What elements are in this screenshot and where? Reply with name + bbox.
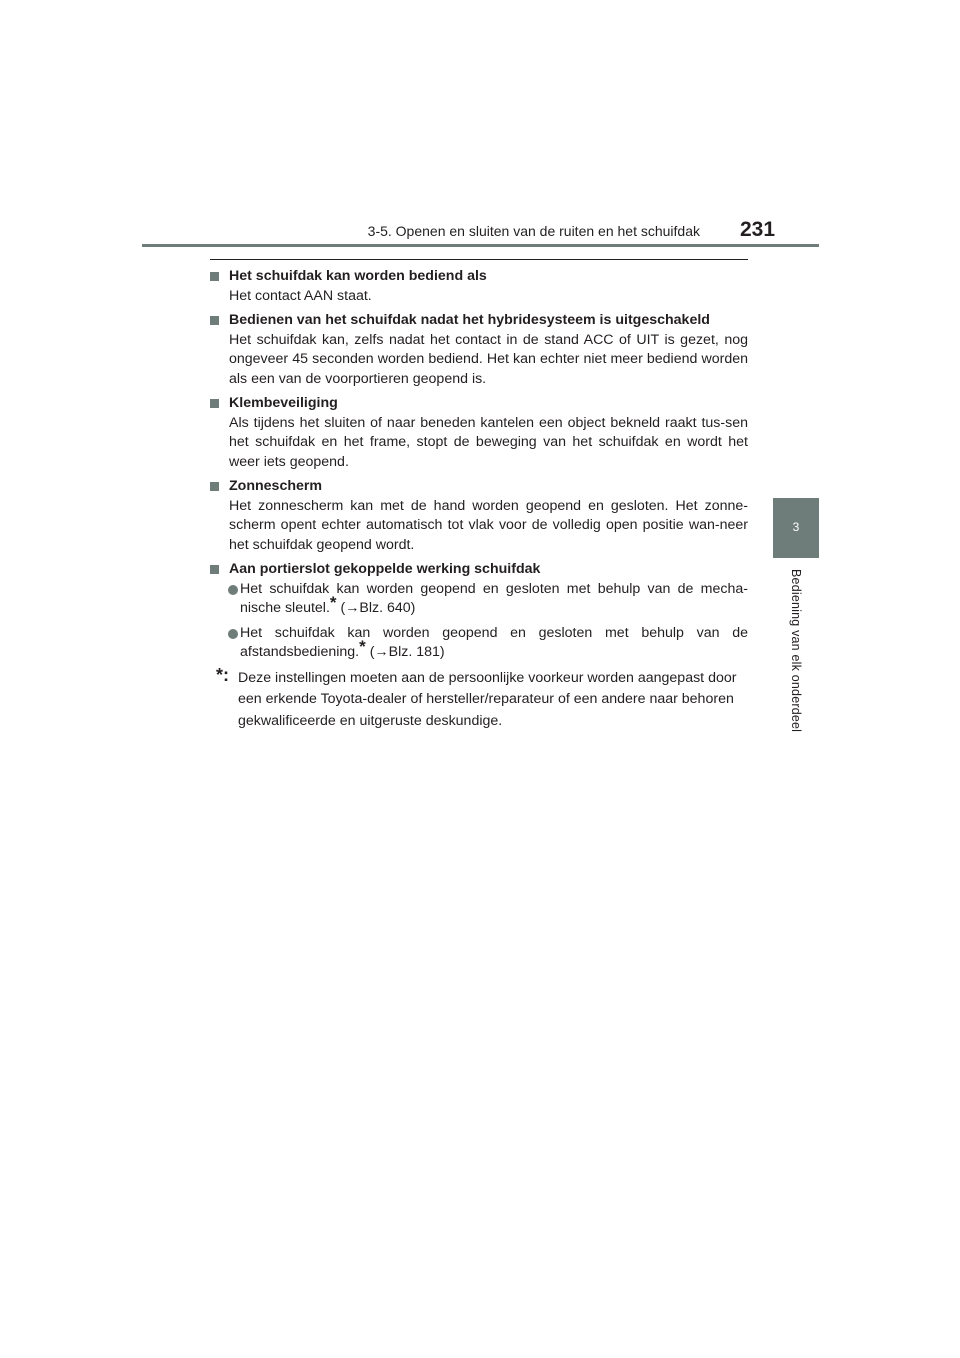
round-bullet-icon	[228, 585, 238, 595]
square-bullet-icon	[210, 399, 219, 408]
chapter-tab-label: Bediening van elk onderdeel	[789, 569, 803, 733]
section-body: Het schuifdak kan, zelfs nadat het contact in de stand ACC of UIT is gezet, nog ongeveer 45 seconden worden bediend. Het kan echter niet meer bediend worden als een van de voorportieren geopend is.	[229, 331, 748, 387]
square-bullet-icon	[210, 316, 219, 325]
chapter-tab-number: 3	[792, 520, 800, 534]
bullet-text: Het schuifdak kan worden geopend en gesloten met behulp van de mecha-nische sleutel.	[240, 580, 748, 616]
square-bullet-icon	[210, 272, 219, 281]
bullet-text: Het schuifdak kan worden geopend en gesloten met behulp van de afstandsbediening.	[240, 624, 748, 660]
list-item	[210, 624, 748, 663]
square-bullet-icon	[210, 565, 219, 574]
section-door-lock-linked	[210, 560, 748, 663]
square-bullet-icon	[210, 482, 219, 491]
section-heading: Klembeveiliging	[229, 395, 338, 411]
header-divider	[142, 244, 819, 247]
section-heading: Aan portierslot gekoppelde werking schuifdak	[229, 561, 541, 577]
page-header	[0, 0, 960, 250]
section-body: Als tijdens het sluiten of naar beneden kantelen een object bekneld raakt tus-sen het schuifdak en het frame, stopt de beweging van het schuifdak en wordt het weer iets geopend.	[229, 414, 748, 470]
chapter-tab	[773, 498, 819, 558]
section-jam-protection	[210, 394, 748, 472]
section-heading: Het schuifdak kan worden bediend als	[229, 268, 487, 284]
section-heading: Bedienen van het schuifdak nadat het hybridesysteem is uitgeschakeld	[229, 312, 710, 328]
section-after-shutdown	[210, 311, 748, 389]
page-number: 231	[740, 218, 776, 241]
footnote-star: *	[359, 637, 366, 656]
section-operation-condition	[210, 267, 748, 306]
footnote-mark: *:	[216, 664, 229, 685]
page-content	[210, 259, 748, 732]
list-item	[210, 580, 748, 619]
page-reference: (→Blz. 640)	[336, 600, 416, 616]
section-sunshade	[210, 477, 748, 555]
footnote-text: Deze instellingen moeten aan de persoonlijke voorkeur worden aangepast door een erkende Toyota-dealer of hersteller/reparateur of een andere naar behoren gekwalificeerde en uitgeruste deskundige.	[238, 669, 737, 729]
section-body: Het contact AAN staat.	[229, 287, 372, 304]
page-reference: (→Blz. 181)	[365, 644, 445, 660]
section-heading: Zonnescherm	[229, 478, 323, 494]
chapter-section-title: 3-5. Openen en sluiten van de ruiten en het schuifdak	[367, 223, 700, 239]
footnote	[210, 664, 748, 733]
footnote-star: *	[329, 593, 337, 612]
section-body: Het zonnescherm kan met de hand worden geopend en gesloten. Het zonne-scherm opent echter automatisch tot vlak voor de volledig open positie wan-neer het schuifdak geopend wordt.	[229, 497, 748, 553]
round-bullet-icon	[228, 629, 238, 639]
